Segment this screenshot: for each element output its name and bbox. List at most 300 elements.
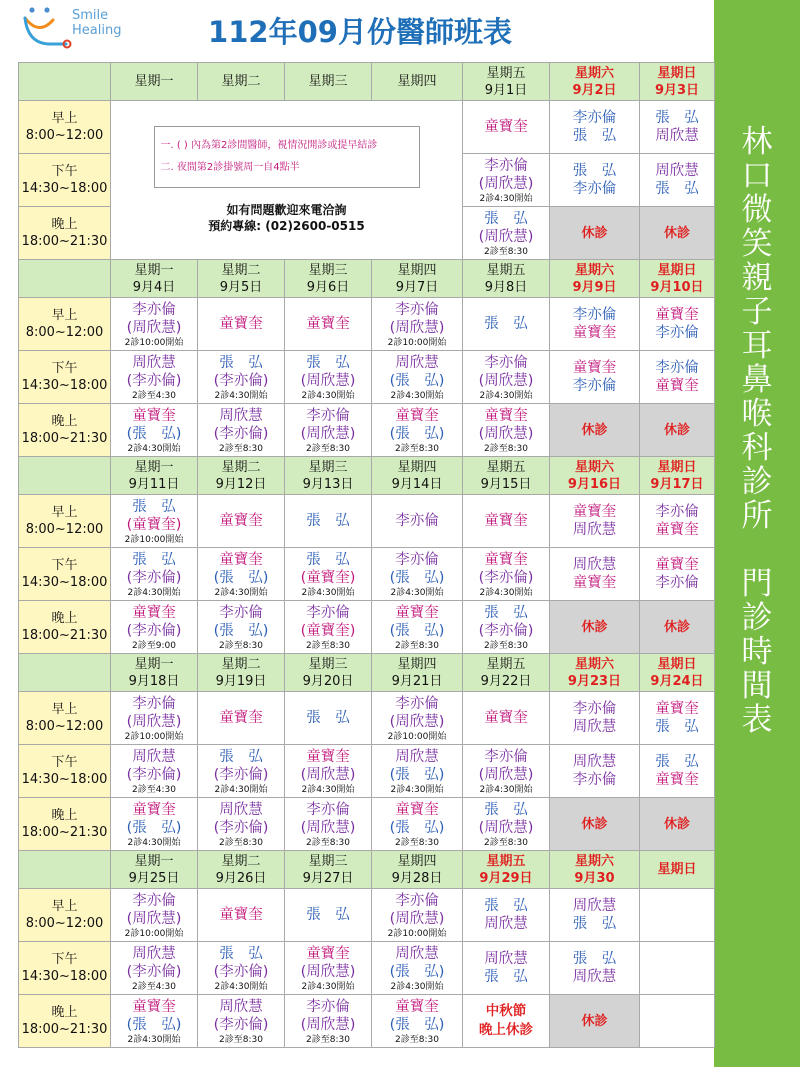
- doctor-cell: [198, 942, 285, 995]
- date-label: 9月8日: [484, 279, 528, 295]
- slot-row: [19, 404, 715, 457]
- doctor-name: 童寶奎: [132, 801, 176, 818]
- doctor-cell: [550, 154, 640, 207]
- doctor-cell: [372, 298, 463, 351]
- slot-name: 下午: [51, 361, 78, 376]
- doctor-name: 童寶奎: [219, 709, 263, 726]
- doctor-name: 周欣慧: [655, 128, 699, 144]
- doctor-name: 周欣慧: [572, 897, 617, 914]
- second-room-note: 2診至8:30: [395, 640, 439, 651]
- slot-row: [19, 995, 715, 1048]
- doctor-name: 李亦倫: [484, 157, 528, 174]
- weekday-label: 星期一: [134, 459, 174, 475]
- second-room-note: 2診至8:30: [219, 443, 263, 454]
- second-room-note: 2診至8:30: [306, 1034, 350, 1045]
- doctor-cell: [550, 692, 640, 745]
- doctor-name: 周欣慧: [572, 969, 617, 985]
- closed-cell: 休診: [640, 601, 715, 654]
- weekday-label: 星期五: [486, 262, 526, 278]
- second-room-note: 2診至8:30: [306, 837, 350, 848]
- doctor-name: (周欣慧): [126, 320, 182, 336]
- doctor-name: (張 弘): [389, 964, 445, 980]
- slot-row: [19, 495, 715, 548]
- notice-box: [154, 126, 420, 188]
- day-header-cell: [111, 851, 198, 889]
- day-header-cell: [550, 260, 640, 298]
- slot-name: 晚上: [51, 217, 78, 232]
- date-label: 9月25日: [128, 870, 180, 886]
- doctor-name: 張 弘: [484, 801, 528, 818]
- second-room-note: 2診4:30開始: [127, 837, 181, 848]
- slot-label-cell: [19, 154, 111, 207]
- doctor-name: 張 弘: [484, 897, 528, 914]
- closed-cell: 休診: [550, 601, 640, 654]
- doctor-name: 李亦倫: [132, 301, 176, 318]
- slot-label-cell: [19, 548, 111, 601]
- day-header-cell: [111, 260, 198, 298]
- doctor-cell: [640, 101, 715, 154]
- slot-time: 8:00~12:00: [25, 128, 104, 143]
- doctor-name: 張 弘: [484, 315, 528, 332]
- doctor-cell: [111, 601, 198, 654]
- date-label: 9月12日: [215, 476, 267, 492]
- schedule-table: [18, 62, 715, 1048]
- doctor-cell: [111, 298, 198, 351]
- doctor-cell: [198, 692, 285, 745]
- date-label: 9月21日: [391, 673, 443, 689]
- day-header-cell: [111, 654, 198, 692]
- slot-label-cell: [19, 942, 111, 995]
- doctor-name: 周欣慧: [572, 719, 617, 735]
- slot-label-cell: [19, 889, 111, 942]
- doctor-name: 張 弘: [572, 128, 617, 144]
- slot-name: 早上: [51, 899, 78, 914]
- logo-text-line2: Healing: [72, 23, 122, 38]
- doctor-name: (李亦倫): [213, 1017, 269, 1033]
- doctor-name: 張 弘: [219, 748, 263, 765]
- week-header-row: [19, 851, 715, 889]
- slot-label-cell: [19, 495, 111, 548]
- slot-name: 下午: [51, 952, 78, 967]
- doctor-name: 童寶奎: [655, 306, 699, 323]
- slot-row: [19, 889, 715, 942]
- date-label: 9月29日: [479, 870, 533, 886]
- doctor-name: (周欣慧): [478, 229, 534, 245]
- second-room-note: 2診10:00開始: [124, 337, 184, 348]
- doctor-cell: [198, 601, 285, 654]
- doctor-name: 張 弘: [655, 181, 699, 197]
- doctor-name: (周欣慧): [126, 714, 182, 730]
- doctor-name: 張 弘: [484, 604, 528, 621]
- second-room-note: 2診至8:30: [484, 246, 528, 257]
- clinic-name: 林口微笑親子耳鼻喉科診所: [741, 124, 773, 534]
- weekday-label: 星期五: [486, 656, 526, 672]
- smile-logo-icon: [22, 4, 72, 58]
- date-label: 9月4日: [132, 279, 176, 295]
- doctor-name: 張 弘: [572, 162, 617, 179]
- slot-time: 14:30~18:00: [21, 181, 108, 196]
- doctor-cell: [640, 154, 715, 207]
- doctor-name: (李亦倫): [213, 964, 269, 980]
- day-header-cell: [372, 63, 463, 101]
- second-room-note: 2診10:00開始: [387, 731, 447, 742]
- doctor-cell: [463, 495, 550, 548]
- doctor-name: 童寶奎: [484, 551, 528, 568]
- doctor-name: 李亦倫: [395, 892, 439, 909]
- doctor-name: (周欣慧): [478, 820, 534, 836]
- second-room-note: 2診至4:30: [132, 390, 176, 401]
- doctor-name: 張 弘: [484, 210, 528, 227]
- doctor-cell: [285, 798, 372, 851]
- empty-cell: [640, 942, 715, 995]
- doctor-name: (周欣慧): [300, 964, 356, 980]
- second-room-note: 2診4:30開始: [479, 784, 533, 795]
- doctor-cell: [550, 351, 640, 404]
- doctor-name: (李亦倫): [126, 373, 182, 389]
- slot-row: [19, 745, 715, 798]
- doctor-name: 童寶奎: [132, 604, 176, 621]
- doctor-cell: [198, 298, 285, 351]
- day-header-cell: [463, 851, 550, 889]
- sidebar-text: [739, 125, 775, 737]
- weekday-label: 星期日: [657, 862, 697, 877]
- day-header-cell: [372, 654, 463, 692]
- slot-time: 8:00~12:00: [25, 325, 104, 340]
- week-header-row: [19, 63, 715, 101]
- date-label: 9月16日: [567, 476, 622, 492]
- slot-time: 18:00~21:30: [21, 628, 108, 643]
- doctor-cell: [111, 692, 198, 745]
- day-header-cell: [372, 851, 463, 889]
- slot-time: 8:00~12:00: [25, 522, 104, 537]
- weekday-label: 星期六: [574, 853, 614, 869]
- closed-cell: 休診: [640, 798, 715, 851]
- weekday-label: 星期三: [308, 459, 348, 475]
- second-room-note: 2診4:30開始: [479, 193, 533, 204]
- doctor-cell: [372, 692, 463, 745]
- doctor-name: 張 弘: [655, 719, 699, 735]
- doctor-name: (張 弘): [389, 373, 445, 389]
- weekday-label: 星期日: [657, 262, 697, 278]
- second-room-note: 2診4:30開始: [127, 443, 181, 454]
- doctor-name: 張 弘: [306, 512, 350, 529]
- second-room-note: 2診4:30開始: [301, 390, 355, 401]
- doctor-cell: [640, 495, 715, 548]
- doctor-name: 張 弘: [306, 709, 350, 726]
- doctor-name: 李亦倫: [572, 306, 617, 323]
- holiday-cell: [463, 995, 550, 1048]
- doctor-cell: [372, 495, 463, 548]
- doctor-name: (周欣慧): [300, 426, 356, 442]
- second-room-note: 2診4:30開始: [214, 390, 268, 401]
- doctor-cell: [550, 495, 640, 548]
- date-label: 9月18日: [128, 673, 180, 689]
- second-room-note: 2診至8:30: [395, 443, 439, 454]
- doctor-name: 童寶奎: [132, 998, 176, 1015]
- logo-text-line1: Smile: [72, 8, 109, 23]
- doctor-name: 童寶奎: [219, 315, 263, 332]
- doctor-name: 童寶奎: [655, 522, 699, 538]
- weekday-label: 星期五: [486, 853, 526, 869]
- closed-cell: 休診: [640, 207, 715, 260]
- doctor-name: 李亦倫: [484, 354, 528, 371]
- doctor-name: 周欣慧: [395, 748, 439, 765]
- doctor-cell: [111, 495, 198, 548]
- doctor-cell: [285, 404, 372, 457]
- weekday-label: 星期四: [397, 853, 437, 869]
- doctor-cell: [550, 548, 640, 601]
- doctor-name: (張 弘): [389, 820, 445, 836]
- slot-name: 早上: [51, 702, 78, 717]
- slot-name: 晚上: [51, 414, 78, 429]
- doctor-name: (李亦倫): [213, 426, 269, 442]
- second-room-note: 2診4:30開始: [301, 784, 355, 795]
- day-header-cell: [463, 260, 550, 298]
- doctor-cell: [463, 298, 550, 351]
- doctor-name: 周欣慧: [132, 945, 176, 962]
- doctor-name: (張 弘): [389, 623, 445, 639]
- slot-time: 18:00~21:30: [21, 234, 108, 249]
- day-header-cell: [640, 457, 715, 495]
- slot-label-cell: [19, 404, 111, 457]
- doctor-cell: [463, 745, 550, 798]
- weekday-label: 星期三: [308, 262, 348, 278]
- header-corner-cell: [19, 654, 111, 692]
- day-header-cell: [285, 260, 372, 298]
- second-room-note: 2診10:00開始: [124, 928, 184, 939]
- day-header-cell: [285, 63, 372, 101]
- doctor-name: (李亦倫): [478, 570, 534, 586]
- doctor-name: 周欣慧: [219, 407, 263, 424]
- second-room-note: 2診至8:30: [306, 640, 350, 651]
- doctor-cell: [550, 942, 640, 995]
- slot-row: [19, 601, 715, 654]
- doctor-name: (周欣慧): [300, 820, 356, 836]
- doctor-cell: [198, 889, 285, 942]
- doctor-cell: [285, 889, 372, 942]
- day-header-cell: [550, 851, 640, 889]
- weekday-label: 星期二: [221, 262, 261, 278]
- doctor-name: (李亦倫): [213, 820, 269, 836]
- doctor-cell: [111, 995, 198, 1048]
- day-header-cell: [198, 851, 285, 889]
- doctor-name: 周欣慧: [395, 945, 439, 962]
- doctor-name: 張 弘: [572, 916, 617, 932]
- weekday-label: 星期六: [574, 65, 614, 81]
- doctor-cell: [198, 995, 285, 1048]
- doctor-name: 李亦倫: [655, 359, 699, 376]
- header-corner-cell: [19, 851, 111, 889]
- doctor-cell: [372, 404, 463, 457]
- slot-row: [19, 548, 715, 601]
- weekday-label: 星期日: [657, 656, 697, 672]
- doctor-name: 周欣慧: [395, 354, 439, 371]
- date-label: 9月3日: [654, 82, 700, 98]
- weekday-label: 星期一: [134, 656, 174, 672]
- doctor-name: (周欣慧): [478, 426, 534, 442]
- doctor-cell: [285, 692, 372, 745]
- closed-cell: 休診: [550, 798, 640, 851]
- weekday-label: 星期二: [221, 459, 261, 475]
- doctor-name: (周欣慧): [300, 373, 356, 389]
- date-label: 9月7日: [395, 279, 439, 295]
- notice-line-2: 二. 夜間第2診掛號周一自4點半: [160, 162, 300, 173]
- closed-cell: 休診: [550, 207, 640, 260]
- doctor-cell: [285, 601, 372, 654]
- doctor-cell: [463, 101, 550, 154]
- doctor-cell: [550, 889, 640, 942]
- date-label: 9月24日: [650, 673, 704, 689]
- doctor-name: 李亦倫: [395, 551, 439, 568]
- doctor-cell: [463, 798, 550, 851]
- doctor-name: 童寶奎: [484, 709, 528, 726]
- doctor-cell: [111, 942, 198, 995]
- doctor-cell: [640, 548, 715, 601]
- doctor-name: (周欣慧): [300, 1017, 356, 1033]
- doctor-name: 張 弘: [219, 945, 263, 962]
- date-label: 9月5日: [219, 279, 263, 295]
- doctor-name: 李亦倫: [572, 181, 617, 197]
- doctor-name: 童寶奎: [306, 748, 350, 765]
- doctor-name: 周欣慧: [572, 556, 617, 573]
- doctor-name: 童寶奎: [484, 407, 528, 424]
- slot-name: 下午: [51, 755, 78, 770]
- second-room-note: 2診4:30開始: [479, 587, 533, 598]
- doctor-name: 李亦倫: [132, 892, 176, 909]
- header-corner-cell: [19, 457, 111, 495]
- slot-row: [19, 798, 715, 851]
- date-label: 9月6日: [306, 279, 350, 295]
- holiday-note: 中秋節: [485, 1003, 527, 1019]
- slot-time: 14:30~18:00: [21, 378, 108, 393]
- doctor-name: 童寶奎: [655, 378, 699, 394]
- doctor-name: 童寶奎: [572, 575, 617, 591]
- doctor-cell: [198, 351, 285, 404]
- doctor-name: 童寶奎: [395, 604, 439, 621]
- second-room-note: 2診4:30開始: [301, 981, 355, 992]
- day-header-cell: [372, 457, 463, 495]
- doctor-cell: [463, 692, 550, 745]
- doctor-name: 童寶奎: [572, 325, 617, 341]
- slot-name: 早上: [51, 505, 78, 520]
- second-room-note: 2診10:00開始: [124, 534, 184, 545]
- weekday-label: 星期二: [221, 74, 261, 89]
- doctor-name: (周欣慧): [389, 714, 445, 730]
- date-label: 9月2日: [572, 82, 617, 98]
- date-label: 9月23日: [567, 673, 622, 689]
- doctor-name: 張 弘: [306, 354, 350, 371]
- header-corner-cell: [19, 260, 111, 298]
- doctor-cell: [111, 404, 198, 457]
- day-header-cell: [640, 260, 715, 298]
- doctor-name: (周欣慧): [478, 767, 534, 783]
- weekday-label: 星期六: [574, 459, 614, 475]
- doctor-name: 李亦倫: [655, 325, 699, 341]
- slot-time: 8:00~12:00: [25, 719, 104, 734]
- slot-name: 晚上: [51, 808, 78, 823]
- date-label: 9月13日: [302, 476, 354, 492]
- slot-name: 早上: [51, 308, 78, 323]
- second-room-note: 2診10:00開始: [387, 928, 447, 939]
- weekday-label: 星期一: [134, 853, 174, 869]
- slot-label-cell: [19, 745, 111, 798]
- doctor-name: 張 弘: [572, 950, 617, 967]
- slot-label-cell: [19, 298, 111, 351]
- slot-name: 晚上: [51, 611, 78, 626]
- doctor-cell: [372, 798, 463, 851]
- doctor-name: 李亦倫: [484, 748, 528, 765]
- doctor-name: 童寶奎: [484, 512, 528, 529]
- date-label: 9月26日: [215, 870, 267, 886]
- doctor-name: 童寶奎: [306, 315, 350, 332]
- doctor-cell: [463, 404, 550, 457]
- doctor-name: 童寶奎: [219, 906, 263, 923]
- second-room-note: 2診至8:30: [484, 640, 528, 651]
- doctor-name: 李亦倫: [219, 604, 263, 621]
- slot-name: 下午: [51, 558, 78, 573]
- date-label: 9月14日: [391, 476, 443, 492]
- doctor-name: (周欣慧): [300, 767, 356, 783]
- day-header-cell: [640, 63, 715, 101]
- second-room-note: 2診10:00開始: [124, 731, 184, 742]
- doctor-name: 童寶奎: [395, 407, 439, 424]
- day-header-cell: [550, 457, 640, 495]
- doctor-cell: [285, 942, 372, 995]
- second-room-note: 2診至9:00: [132, 640, 176, 651]
- doctor-cell: [463, 154, 550, 207]
- weekday-label: 星期日: [657, 459, 697, 475]
- weekday-label: 星期三: [308, 853, 348, 869]
- doctor-name: (李亦倫): [126, 767, 182, 783]
- date-label: 9月10日: [650, 279, 704, 295]
- doctor-name: (張 弘): [389, 1017, 445, 1033]
- weekday-label: 星期六: [574, 656, 614, 672]
- date-label: 9月30: [574, 870, 615, 886]
- doctor-name: 童寶奎: [572, 359, 617, 376]
- doctor-name: 張 弘: [306, 551, 350, 568]
- slot-row: [19, 101, 715, 154]
- weekday-label: 星期五: [486, 65, 526, 81]
- day-header-cell: [285, 851, 372, 889]
- holiday-note: 晚上休診: [479, 1022, 533, 1038]
- doctor-name: (李亦倫): [213, 373, 269, 389]
- day-header-cell: [372, 260, 463, 298]
- doctor-name: 張 弘: [655, 753, 699, 770]
- second-room-note: 2診4:30開始: [214, 587, 268, 598]
- closed-cell: 休診: [550, 404, 640, 457]
- doctor-cell: [372, 548, 463, 601]
- slot-name: 早上: [51, 111, 78, 126]
- doctor-name: (李亦倫): [213, 767, 269, 783]
- day-header-cell: [111, 457, 198, 495]
- doctor-cell: [111, 798, 198, 851]
- doctor-name: 童寶奎: [219, 512, 263, 529]
- doctor-name: 李亦倫: [306, 801, 350, 818]
- date-label: 9月11日: [128, 476, 180, 492]
- slot-label-cell: [19, 207, 111, 260]
- doctor-name: 張 弘: [655, 109, 699, 126]
- week-header-row: [19, 260, 715, 298]
- doctor-cell: [198, 798, 285, 851]
- page-title: 112年09月份醫師班表: [208, 15, 512, 49]
- doctor-name: 童寶奎: [655, 556, 699, 573]
- notice-line-1: 一. ( ) 內為第2診間醫師，視情況開診或提早結診: [160, 140, 378, 151]
- weekday-label: 星期四: [397, 262, 437, 278]
- slot-row: [19, 298, 715, 351]
- doctor-name: 李亦倫: [395, 512, 439, 529]
- slot-time: 14:30~18:00: [21, 575, 108, 590]
- second-room-note: 2診至8:30: [306, 443, 350, 454]
